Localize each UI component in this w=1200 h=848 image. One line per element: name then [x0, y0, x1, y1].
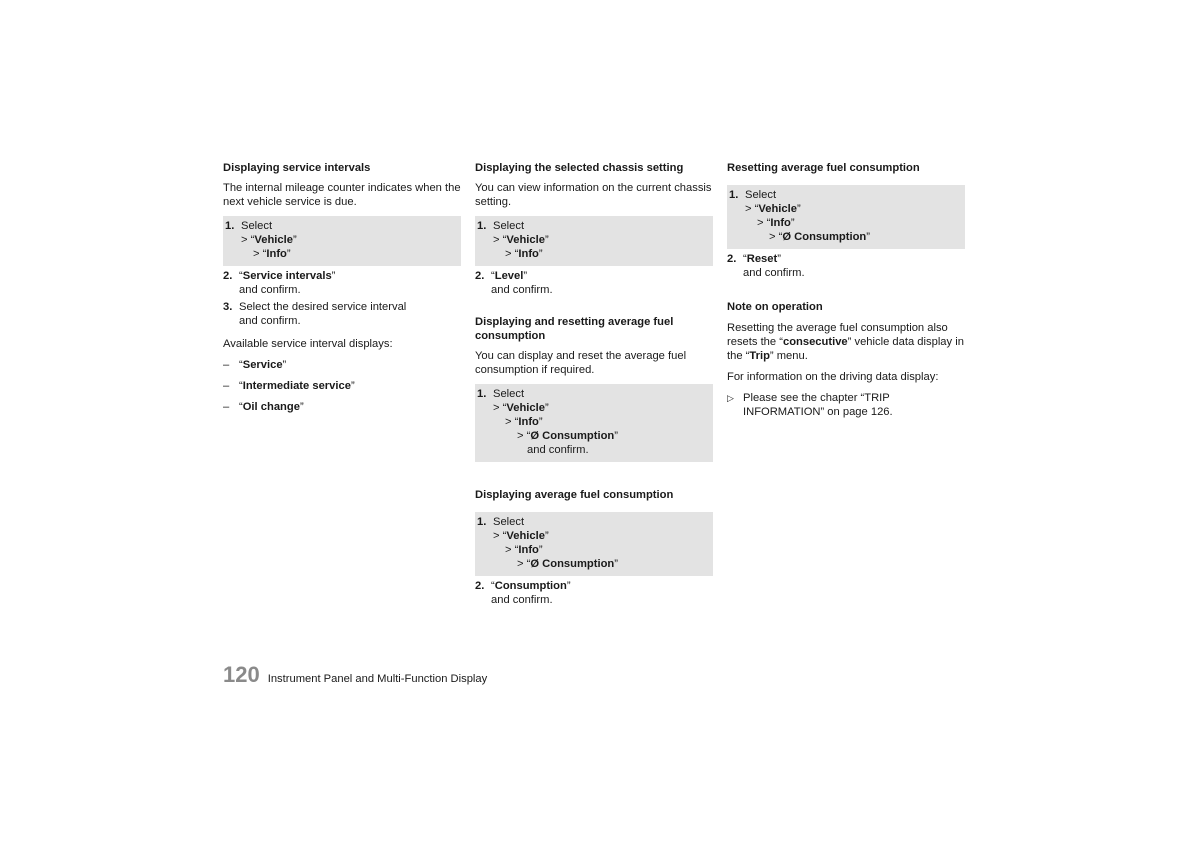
section-heading: Displaying the selected chassis setting: [475, 162, 684, 174]
step-1: [477, 219, 711, 261]
step-item: “Service intervals”: [239, 270, 336, 282]
step-number: 1.: [729, 189, 739, 201]
step-number: 1.: [477, 388, 487, 400]
section-reset-fuel: [727, 161, 965, 280]
list-item: – “Service”: [223, 359, 287, 371]
step-1: [477, 387, 711, 457]
step-3: [223, 300, 461, 328]
step-number: 2.: [223, 270, 233, 282]
step-item: “Reset”: [743, 253, 781, 265]
menu-path-box: [475, 512, 713, 576]
step-confirm: and confirm.: [239, 284, 301, 296]
menu-path-info: > “Info”: [253, 248, 291, 260]
list-item: – “Intermediate service”: [223, 380, 355, 392]
menu-path-consumption: > “Ø Consumption”: [769, 231, 871, 243]
step-number: 1.: [477, 516, 487, 528]
menu-path-info: > “Info”: [505, 248, 543, 260]
menu-path-info: > “Info”: [505, 416, 543, 428]
step-text: Select: [745, 189, 777, 201]
chapter-title: Instrument Panel and Multi-Function Display: [267, 673, 488, 685]
step-confirm: and confirm.: [527, 444, 589, 456]
step-1: [225, 219, 459, 261]
section-service-intervals: [223, 161, 461, 414]
menu-path-info: > “Info”: [505, 544, 543, 556]
step-2: [475, 269, 713, 297]
step-confirm: and confirm.: [239, 315, 301, 327]
step-1: [729, 188, 963, 244]
step-text: Select: [493, 388, 525, 400]
step-item: “Level”: [491, 270, 528, 282]
step-2: [223, 269, 461, 297]
menu-path-vehicle: > “Vehicle”: [241, 234, 297, 246]
triangle-right-icon: ▷: [727, 393, 734, 403]
step-confirm: and confirm.: [491, 594, 553, 606]
section-intro: The internal mileage counter indicates when the next vehicle service is due.: [223, 182, 461, 208]
menu-path-consumption: > “Ø Consumption”: [517, 430, 619, 442]
note-info: For information on the driving data display:: [727, 371, 939, 383]
menu-path-box: [223, 216, 461, 266]
column-1: [223, 161, 461, 428]
cross-reference-text: Please see the chapter “TRIP INFORMATION” on page 126.: [743, 392, 893, 418]
menu-path-vehicle: > “Vehicle”: [493, 402, 549, 414]
menu-path-consumption: > “Ø Consumption”: [517, 558, 619, 570]
section-note-operation: [727, 300, 965, 419]
step-number: 3.: [223, 301, 233, 313]
section-heading: Resetting average fuel consumption: [727, 162, 920, 174]
menu-path-vehicle: > “Vehicle”: [745, 203, 801, 215]
section-heading: Displaying average fuel consumption: [475, 489, 674, 501]
step-number: 2.: [727, 253, 737, 265]
step-item: “Consumption”: [491, 580, 571, 592]
menu-path-vehicle: > “Vehicle”: [493, 530, 549, 542]
section-heading: Displaying and resetting average fuel consumption: [475, 316, 674, 342]
section-intro: You can display and reset the average fuel consumption if required.: [475, 350, 687, 376]
step-number: 2.: [475, 580, 485, 592]
step-2: [475, 579, 713, 607]
step-confirm: and confirm.: [491, 284, 553, 296]
step-text: Select: [493, 516, 525, 528]
list-item: – “Oil change”: [223, 401, 304, 413]
menu-path-vehicle: > “Vehicle”: [493, 234, 549, 246]
step-1: [477, 515, 711, 571]
column-2: [475, 161, 713, 621]
page-footer: [223, 662, 487, 688]
step-confirm: and confirm.: [743, 267, 805, 279]
section-heading: Displaying service intervals: [223, 162, 371, 174]
menu-path-box: [475, 216, 713, 266]
section-display-average-fuel: [475, 488, 713, 607]
section-heading: Note on operation: [727, 301, 823, 313]
note-text: Resetting the average fuel consumption also resets the “consecutive” vehicle data display in the “Trip” menu.: [727, 322, 964, 362]
available-displays-label: Available service interval displays:: [223, 338, 393, 350]
menu-path-box: [475, 384, 713, 462]
step-number: 1.: [477, 220, 487, 232]
menu-path-info: > “Info”: [757, 217, 795, 229]
step-2: [727, 252, 965, 280]
step-number: 2.: [475, 270, 485, 282]
page-number: 120: [223, 662, 260, 687]
step-number: 1.: [225, 220, 235, 232]
section-reset-average-fuel: [475, 315, 713, 462]
cross-reference: [727, 391, 965, 419]
step-text: Select: [241, 220, 273, 232]
step-text: Select the desired service interval: [239, 301, 407, 313]
step-text: Select: [493, 220, 525, 232]
column-3: [727, 161, 965, 433]
section-chassis-setting: [475, 161, 713, 297]
menu-path-box: [727, 185, 965, 249]
section-intro: You can view information on the current chassis setting.: [475, 182, 712, 208]
